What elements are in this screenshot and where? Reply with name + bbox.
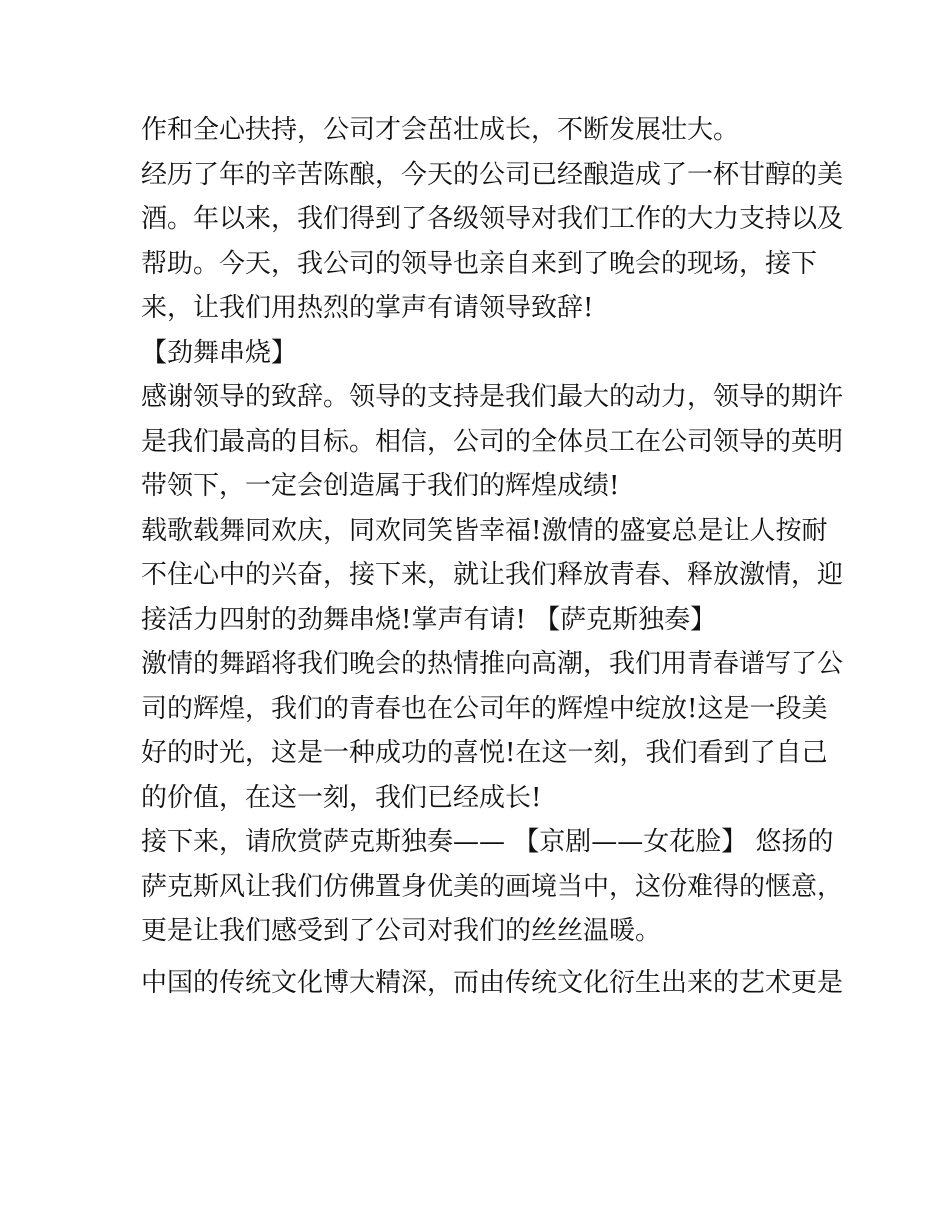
text-line-12: 接活力四射的劲舞串烧!掌声有请! 【萨克斯独奏】: [141, 604, 717, 635]
text-line-13: 激情的舞蹈将我们晚会的热情推向高潮，我们用青春谱写了公: [141, 649, 844, 679]
text-line-1: 作和全心扶持，公司才会茁壮成长，不断发展壮大。: [141, 115, 740, 145]
text-line-8: 是我们最高的目标。相信，公司的全体员工在公司领导的英明: [141, 426, 844, 457]
text-line-16: 的价值，在这一刻，我们已经成长!: [141, 782, 542, 813]
text-line-7: 感谢领导的致辞。领导的支持是我们最大的动力，领导的期许: [141, 382, 844, 412]
text-line-5: 来，让我们用热烈的掌声有请领导致辞!: [141, 293, 594, 323]
body-text: [141, 108, 844, 1005]
text-line-2: 经历了年的辛苦陈酿，今天的公司已经酿造成了一杯甘醇的美: [141, 159, 844, 190]
text-line-9: 带领下，一定会创造属于我们的辉煌成绩!: [141, 471, 620, 501]
text-line-11: 不住心中的兴奋，接下来，就让我们释放青春、释放激情，迎: [141, 560, 844, 590]
text-line-3: 酒。年以来，我们得到了各级领导对我们工作的大力支持以及: [141, 204, 844, 234]
text-line-20: 中国的传统文化博大精深，而由传统文化衍生出来的艺术更是: [141, 967, 844, 998]
text-line-15: 好的时光，这是一种成功的喜悦!在这一刻，我们看到了自己: [141, 738, 828, 768]
text-line-18: 萨克斯风让我们仿佛置身优美的画境当中，这份难得的惬意，: [141, 871, 844, 902]
text-line-14: 司的辉煌，我们的青春也在公司年的辉煌中绽放!这是一段美: [141, 693, 828, 724]
text-line-19: 更是让我们感受到了公司对我们的丝丝温暖。: [141, 916, 662, 946]
text-line-10: 载歌载舞同欢庆，同欢同笑皆幸福!激情的盛宴总是让人按耐: [141, 515, 828, 546]
text-line-4: 帮助。今天，我公司的领导也亲自来到了晚会的现场，接下: [141, 248, 818, 279]
section-heading-dance-medley: 【劲舞串烧】: [141, 337, 298, 368]
text-line-17: 接下来，请欣赏萨克斯独奏—— 【京剧——女花脸】 悠扬的: [141, 827, 834, 857]
